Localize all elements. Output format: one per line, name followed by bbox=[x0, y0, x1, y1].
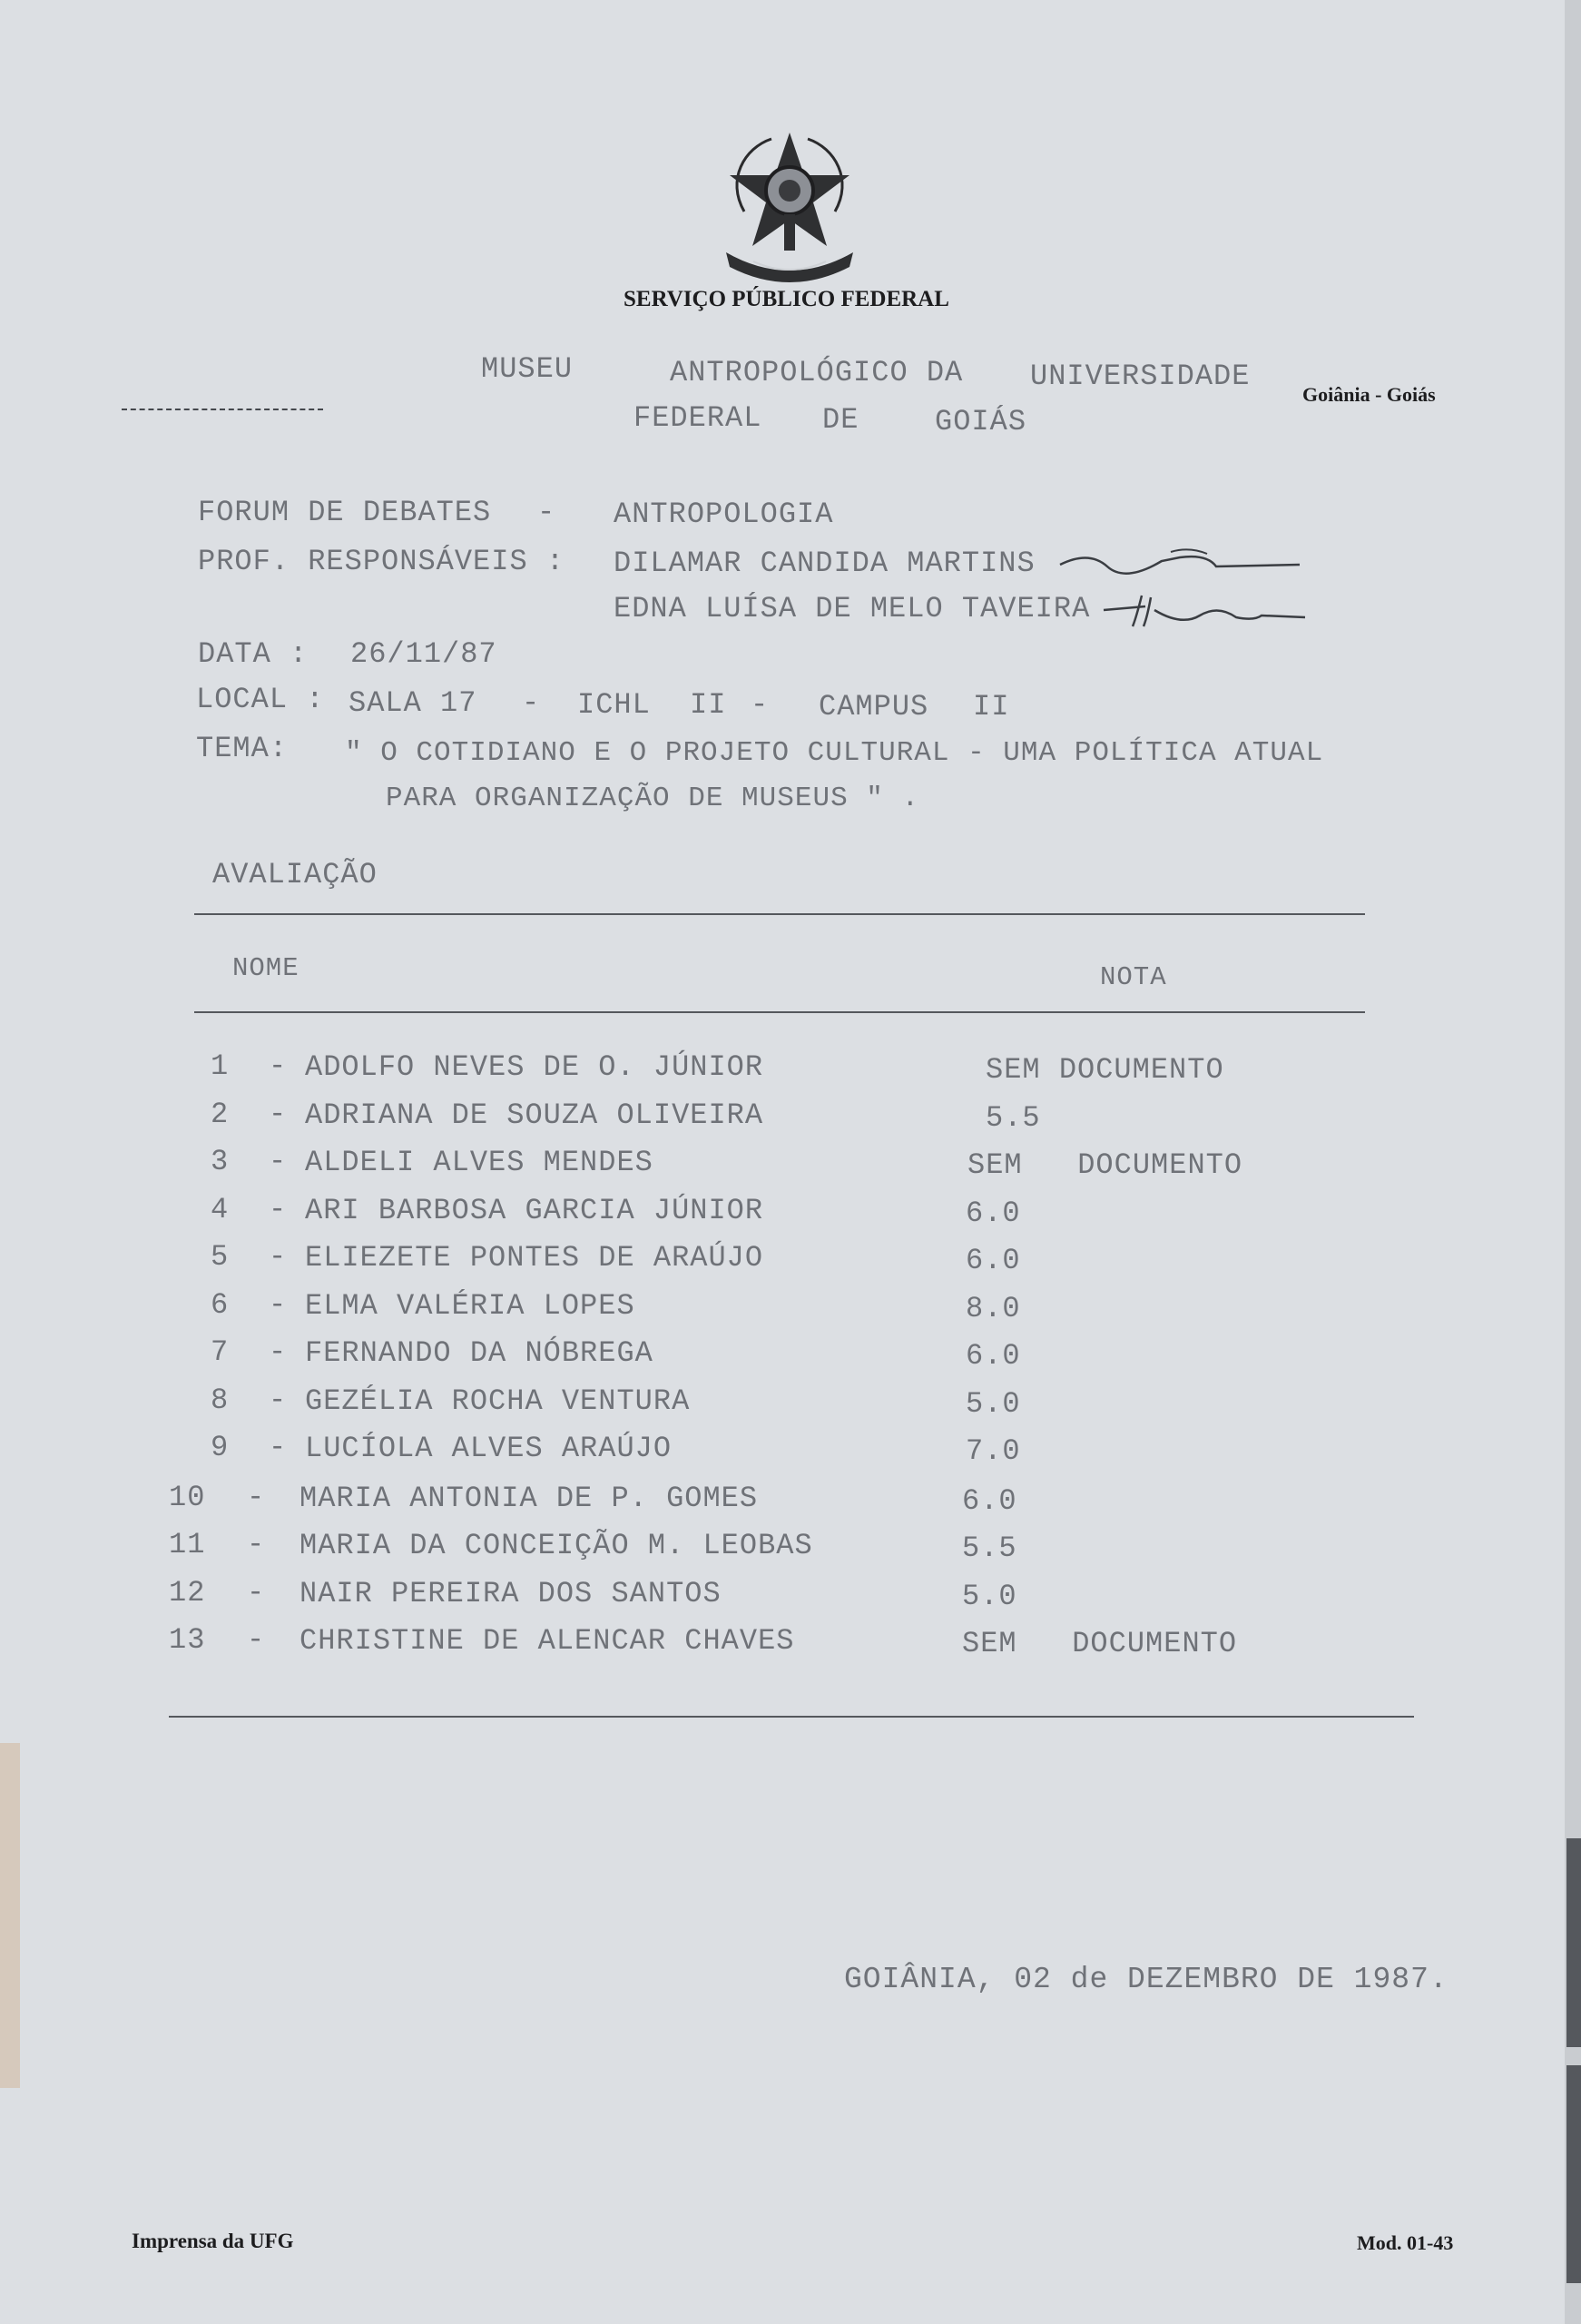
row-separator: - bbox=[269, 1098, 288, 1131]
signature-mark bbox=[1053, 545, 1307, 581]
row-separator: - bbox=[247, 1623, 266, 1657]
student-name: LUCÍOLA ALVES ARAÚJO bbox=[305, 1432, 673, 1465]
institution-word: ANTROPOLÓGICO DA bbox=[670, 356, 964, 389]
student-grade: 5.0 bbox=[966, 1387, 1021, 1421]
student-name: ARI BARBOSA GARCIA JÚNIOR bbox=[305, 1194, 764, 1227]
row-separator: - bbox=[269, 1288, 288, 1322]
local-part: CAMPUS bbox=[819, 690, 929, 724]
prof-name: DILAMAR CANDIDA MARTINS bbox=[614, 547, 1036, 580]
student-grade: 6.0 bbox=[962, 1484, 1017, 1518]
row-number: 7 bbox=[211, 1335, 230, 1369]
local-part: - bbox=[751, 688, 770, 722]
institution-word: UNIVERSIDADE bbox=[1030, 359, 1251, 393]
divider bbox=[169, 1716, 1414, 1718]
page-edge-stain bbox=[0, 1743, 20, 2088]
page-edge-tab bbox=[1566, 2065, 1581, 2283]
student-grade: 6.0 bbox=[966, 1244, 1021, 1277]
student-grade: 6.0 bbox=[966, 1339, 1021, 1373]
student-grade: 5.0 bbox=[962, 1580, 1017, 1613]
row-number: 5 bbox=[211, 1240, 230, 1274]
row-separator: - bbox=[269, 1431, 288, 1464]
student-grade: SEM DOCUMENTO bbox=[986, 1053, 1224, 1087]
student-grade: 6.0 bbox=[966, 1196, 1021, 1230]
student-grade: 8.0 bbox=[966, 1292, 1021, 1325]
row-number: 2 bbox=[211, 1098, 230, 1131]
row-separator: - bbox=[247, 1576, 266, 1610]
row-separator: - bbox=[269, 1145, 288, 1178]
closing-date: GOIÂNIA, 02 de DEZEMBRO DE 1987. bbox=[844, 1963, 1448, 1996]
student-name: MARIA ANTONIA DE P. GOMES bbox=[300, 1482, 759, 1515]
blank-line bbox=[122, 409, 323, 410]
institution-word: DE bbox=[822, 403, 859, 437]
agency-title: SERVIÇO PÚBLICO FEDERAL bbox=[624, 287, 949, 311]
student-grade: 5.5 bbox=[986, 1101, 1041, 1135]
row-number: 3 bbox=[211, 1145, 230, 1178]
student-name: GEZÉLIA ROCHA VENTURA bbox=[305, 1384, 691, 1418]
student-name: ELIEZETE PONTES DE ARAÚJO bbox=[305, 1241, 764, 1275]
divider bbox=[194, 913, 1365, 915]
row-separator: - bbox=[247, 1481, 266, 1514]
row-number: 1 bbox=[211, 1049, 230, 1083]
event-value: ANTROPOLOGIA bbox=[614, 497, 834, 531]
row-number: 6 bbox=[211, 1288, 230, 1322]
institution-word: GOIÁS bbox=[935, 405, 1027, 438]
separator: - bbox=[537, 496, 556, 529]
row-separator: - bbox=[247, 1528, 266, 1561]
student-name: FERNANDO DA NÓBREGA bbox=[305, 1336, 653, 1370]
student-name: MARIA DA CONCEIÇÃO M. LEOBAS bbox=[300, 1529, 813, 1562]
row-separator: - bbox=[269, 1193, 288, 1226]
tema-line: " O COTIDIANO E O PROJETO CULTURAL - UMA POLÍTICA ATUAL bbox=[345, 737, 1324, 769]
local-part: ICHL bbox=[577, 688, 651, 722]
local-part: SALA 17 bbox=[349, 686, 477, 720]
local-part: II bbox=[690, 688, 727, 722]
student-name: CHRISTINE DE ALENCAR CHAVES bbox=[300, 1624, 795, 1658]
institution-word: MUSEU bbox=[481, 352, 574, 386]
event-label: FORUM DE DEBATES bbox=[198, 496, 492, 529]
student-name: ADOLFO NEVES DE O. JÚNIOR bbox=[305, 1050, 764, 1084]
student-grade: SEM DOCUMENTO bbox=[962, 1627, 1238, 1660]
row-number: 13 bbox=[169, 1623, 206, 1657]
prof-label: PROF. RESPONSÁVEIS : bbox=[198, 545, 565, 578]
column-header-grade: NOTA bbox=[1100, 962, 1167, 992]
student-name: NAIR PEREIRA DOS SANTOS bbox=[300, 1577, 722, 1610]
student-name: ADRIANA DE SOUZA OLIVEIRA bbox=[305, 1098, 764, 1132]
date-value: 26/11/87 bbox=[350, 637, 497, 671]
form-model: Mod. 01-43 bbox=[1357, 2231, 1454, 2254]
divider bbox=[194, 1011, 1365, 1013]
local-part: - bbox=[522, 686, 541, 720]
student-name: ALDELI ALVES MENDES bbox=[305, 1146, 653, 1179]
row-number: 4 bbox=[211, 1193, 230, 1226]
student-grade: 7.0 bbox=[966, 1434, 1021, 1468]
signature-mark bbox=[1100, 590, 1309, 635]
page-edge-tab bbox=[1566, 1838, 1581, 2047]
row-number: 9 bbox=[211, 1431, 230, 1464]
student-grade: SEM DOCUMENTO bbox=[967, 1148, 1243, 1182]
row-number: 12 bbox=[169, 1576, 206, 1610]
tema-label: TEMA: bbox=[196, 732, 289, 765]
prof-name: EDNA LUÍSA DE MELO TAVEIRA bbox=[614, 592, 1091, 625]
row-number: 8 bbox=[211, 1384, 230, 1417]
student-grade: 5.5 bbox=[962, 1531, 1017, 1565]
row-number: 11 bbox=[169, 1528, 206, 1561]
printer-label: Imprensa da UFG bbox=[132, 2230, 294, 2252]
coat-of-arms-emblem bbox=[717, 125, 862, 284]
local-part: II bbox=[973, 690, 1010, 724]
row-separator: - bbox=[269, 1384, 288, 1417]
institution-word: FEDERAL bbox=[633, 401, 762, 435]
column-header-name: NOME bbox=[232, 953, 300, 983]
tema-line: PARA ORGANIZAÇÃO DE MUSEUS " . bbox=[386, 783, 920, 814]
row-separator: - bbox=[269, 1240, 288, 1274]
student-name: ELMA VALÉRIA LOPES bbox=[305, 1289, 635, 1323]
evaluation-title: AVALIAÇÃO bbox=[212, 858, 378, 891]
local-label: LOCAL : bbox=[196, 683, 325, 716]
row-separator: - bbox=[269, 1335, 288, 1369]
row-separator: - bbox=[269, 1049, 288, 1083]
row-number: 10 bbox=[169, 1481, 206, 1514]
date-label: DATA : bbox=[198, 637, 309, 671]
city-label: Goiânia - Goiás bbox=[1302, 383, 1436, 406]
